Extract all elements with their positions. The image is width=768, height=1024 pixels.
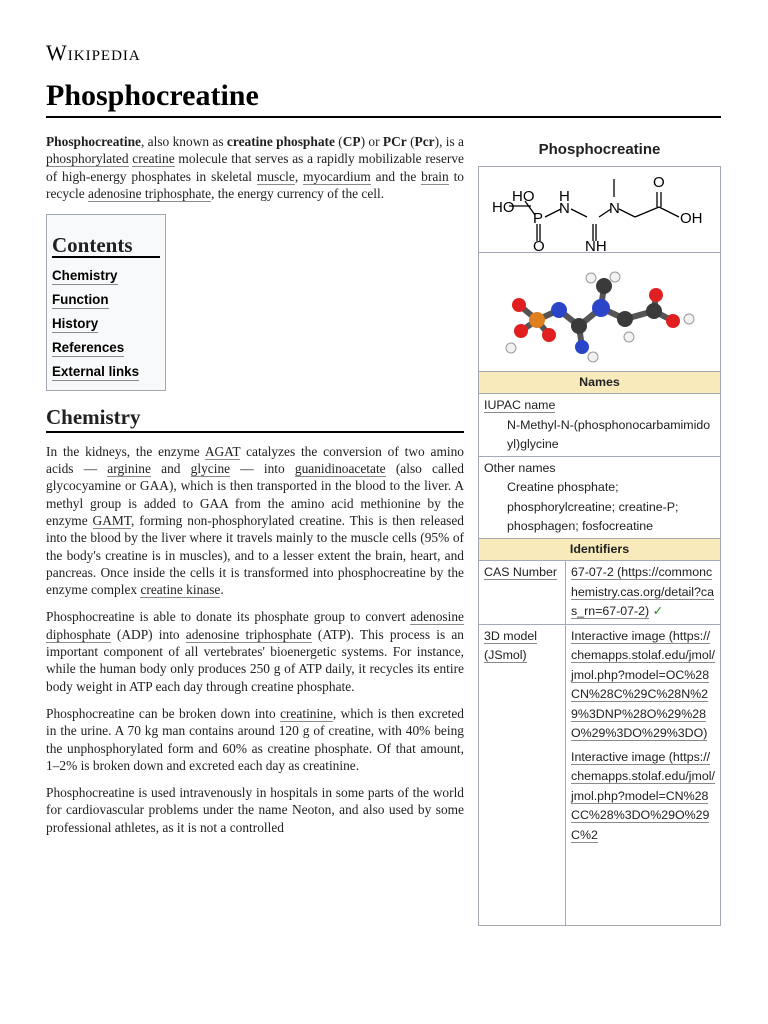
infobox-table	[478, 166, 721, 926]
para-text: (ADP) into	[110, 626, 186, 642]
lead-bold-abbrev: CP	[342, 134, 361, 149]
link-agat[interactable]: AGAT	[204, 443, 241, 459]
3d-model-label[interactable]: 3D model (JSmol)	[484, 628, 538, 662]
chemistry-paragraph-2	[46, 608, 464, 694]
para-text: (ATP). This process is an important component of all vertebrates' bioenergetic systems. For instance, while the human body only produces 250 g of ATP daily, it recycles its entire body weight in ATP each day through creatine phosphate.	[46, 626, 464, 694]
toc-item-chemistry[interactable]: Chemistry	[52, 268, 118, 284]
other-names-value: Creatine phosphate; phosphorylcreatine; creatine-P; phosphagen; fosfocreatine	[507, 480, 679, 533]
link-guanidinoacetate[interactable]: guanidinoacetate	[294, 461, 386, 477]
lead-text: ,	[294, 168, 304, 184]
link-creatine-kinase[interactable]: creatine kinase	[140, 582, 221, 598]
lead-text: (	[406, 134, 415, 149]
atom-label: O	[533, 237, 545, 253]
iupac-name-value: N-Methyl-N-(phosphonocarbamimidoyl)glycine	[507, 417, 711, 451]
cas-number-label[interactable]: CAS Number	[484, 565, 557, 579]
link-myocardium[interactable]: myocardium	[303, 168, 371, 184]
jsmol-link-1[interactable]: Interactive image (https://chemapps.stolaf.edu/jmol/jmol.php?model=OC%28CN%28C%29C%28N%29%3DNP%28O%29%28O%29%3DO%29%3DO)	[571, 628, 715, 740]
atom-label: HO	[492, 198, 515, 216]
link-phosphorylated[interactable]: phosphorylated	[46, 151, 129, 167]
lead-bold-alias: creatine phosphate	[226, 134, 335, 149]
lead-text: and the	[370, 168, 422, 184]
atom-label: NH	[585, 237, 607, 253]
atom-label: N	[559, 199, 570, 217]
lead-text: , the energy currency of the cell.	[211, 185, 385, 201]
toc-title: Contents	[52, 237, 160, 258]
para-text: and	[150, 461, 191, 477]
para-text: (also called glycocyamine or GAA), which is then transported in the blood to the liver. A methyl group is added to GAA from the amino acid methionine by the enzyme	[46, 461, 465, 528]
para-text: catalyzes the conversion of two amino acids —	[46, 443, 464, 477]
lead-text: (	[334, 134, 343, 149]
verified-check-icon: ✓	[652, 604, 664, 618]
toc-item-external-links[interactable]: External links	[52, 364, 140, 380]
link-creatinine[interactable]: creatinine	[280, 705, 333, 721]
lead-bold-subject: Phosphocreatine	[46, 134, 141, 149]
structural-formula-image[interactable]	[479, 167, 720, 253]
identifiers-section-header: Identifiers	[479, 539, 720, 562]
other-names-label: Other names	[484, 460, 556, 475]
chemistry-paragraph-1	[46, 443, 464, 599]
atom-label: OH	[680, 209, 703, 227]
para-text: — into	[230, 461, 295, 477]
iupac-name-link[interactable]: IUPAC name	[484, 398, 556, 412]
section-heading-chemistry: Chemistry	[46, 409, 464, 432]
link-adenosine-triphosphate[interactable]: adenosine triphosphate	[88, 185, 212, 201]
lead-text: , also known as	[140, 134, 227, 149]
lead-bold-abbrev: Pcr	[414, 134, 435, 149]
para-text: .	[220, 582, 224, 598]
wikipedia-wordmark[interactable]: Wikipedia	[46, 40, 141, 65]
lead-paragraph	[46, 133, 464, 202]
toc-item-history[interactable]: History	[52, 316, 99, 332]
para-text: Phosphocreatine is able to donate its phosphate group to convert	[46, 609, 411, 625]
jsmol-link-2[interactable]: Interactive image (https://chemapps.stolaf.edu/jmol/jmol.php?model=CN%28CC%28%3DO%29O%29C%2	[571, 749, 715, 842]
table-of-contents	[46, 214, 166, 391]
cas-number-link[interactable]: 67-07-2 (https://commonchemistry.cas.org/detail?cas_rn=67-07-2)	[571, 565, 715, 618]
atom-label: HO	[512, 187, 535, 205]
lead-bold-abbrev: PCr	[382, 134, 407, 149]
atom-label: O	[653, 173, 665, 191]
page-title: Phosphocreatine	[46, 78, 721, 118]
lead-text: molecule that serves as a rapidly mobilizable reserve of high-energy phosphates in skeletal	[46, 151, 464, 184]
ball-and-stick-model-image[interactable]	[479, 253, 720, 372]
lead-text: to recycle	[46, 168, 464, 201]
infobox-title: Phosphocreatine	[538, 141, 661, 158]
link-creatine[interactable]: creatine	[132, 151, 175, 167]
iupac-name-row	[479, 394, 720, 457]
link-adenosine-triphosphate[interactable]: adenosine triphosphate	[185, 626, 312, 642]
para-text: , forming non-phosphorylated creatine. This is then released into the blood by the liver where it travels mainly to the muscle cells (95% of the body's creatine is in muscles), and to a lesser extent the brain, heart, and pancreas. Once inside the cells it is transformed into phosphocreatine by the enzyme complex	[46, 512, 465, 598]
link-adenosine-diphosphate[interactable]: adenosine diphosphate	[46, 609, 464, 642]
lead-text: ) or	[360, 134, 383, 149]
chembox-infobox	[478, 140, 721, 926]
chemistry-paragraph-3	[46, 705, 464, 774]
para-text: , which is then excreted in the urine. A 70 kg man contains around 120 g of creatine, with 40% being the unphosphorylated form and 60% as creatine phosphate. Of that amount, 1–2% is broken down and excreted each day as creatinine.	[46, 705, 464, 773]
lead-text: ), is a	[434, 134, 464, 149]
atom-label: N	[609, 199, 620, 217]
atom-label: P	[533, 209, 544, 227]
link-arginine[interactable]: arginine	[107, 461, 151, 477]
names-section-header: Names	[479, 372, 720, 395]
para-text: In the kidneys, the enzyme	[46, 443, 205, 459]
chemistry-paragraph-4: Phosphocreatine is used intravenously in hospitals in some parts of the world for cardiovascular problems under the name Neoton, and also used by some professional athletes, as it is not a controlled	[46, 785, 464, 835]
other-names-row	[479, 457, 720, 539]
3d-model-row	[479, 625, 720, 925]
atom-label: H	[559, 187, 570, 205]
article-body	[46, 133, 464, 846]
toc-item-references[interactable]: References	[52, 340, 125, 356]
link-brain[interactable]: brain	[421, 168, 449, 184]
link-glycine[interactable]: glycine	[190, 461, 231, 477]
para-text: Phosphocreatine can be broken down into	[46, 705, 281, 721]
link-muscle[interactable]: muscle	[256, 168, 295, 184]
link-gamt[interactable]: GAMT	[92, 512, 131, 528]
toc-item-function[interactable]: Function	[52, 292, 109, 308]
cas-number-row	[479, 561, 720, 625]
